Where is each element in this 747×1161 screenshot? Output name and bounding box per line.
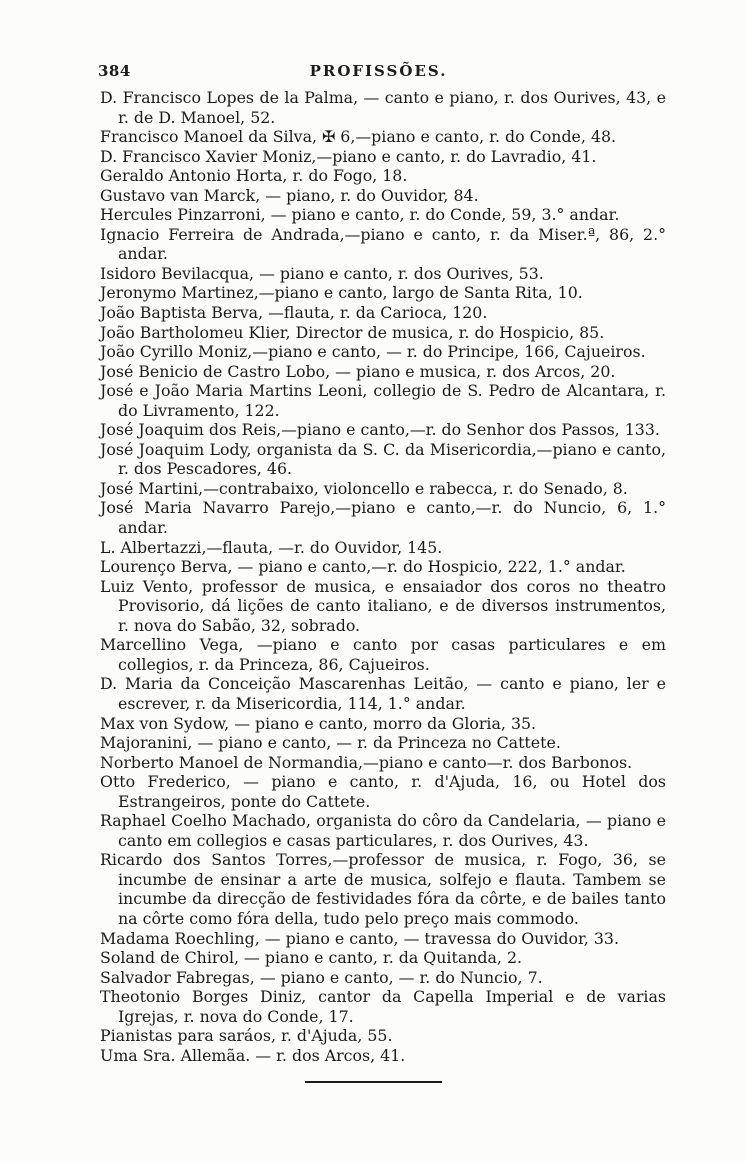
directory-entry: Soland de Chirol, — piano e canto, r. da Quitanda, 2. [100, 948, 523, 968]
directory-entry: Marcellino Vega, —piano e canto por casas particulares e em collegios, r. da Princeza, 86, Cajueiros. [100, 635, 666, 674]
directory-entry: D. Francisco Xavier Moniz,—piano e canto, r. do Lavradio, 41. [100, 146, 597, 166]
directory-entry: Max von Sydow, — piano e canto, morro da Gloria, 35. [100, 713, 537, 733]
directory-entry: José Joaquim Lody, organista da S. C. da Misericordia,—piano e canto, r. dos Pescadores, 46. [100, 439, 666, 479]
directory-entry: Gustavo van Marck, — piano, r. do Ouvidor, 84. [100, 185, 479, 205]
page-number: 384 [98, 62, 131, 80]
directory-entry: Norberto Manoel de Normandia,—piano e canto—r. dos Barbonos. [100, 752, 633, 772]
directory-entry: Uma Sra. Allemãa. — r. dos Arcos, 41. [100, 1045, 406, 1065]
running-title: PROFISSÕES. [309, 62, 448, 80]
directory-entry: Otto Frederico, — piano e canto, r. d'Ajuda, 16, ou Hotel dos Estrangeiros, ponte do Cattete. [100, 772, 666, 811]
directory-entry: José Benicio de Castro Lobo, — piano e musica, r. dos Arcos, 20. [100, 361, 616, 381]
directory-entry: Ignacio Ferreira de Andrada,—piano e canto, r. da Miser.ª, 86, 2.° andar. [100, 224, 666, 264]
directory-entry: Francisco Manoel da Silva, ✠ 6,—piano e canto, r. do Conde, 48. [100, 127, 617, 147]
directory-entry: Lourenço Berva, — piano e canto,—r. do Hospicio, 222, 1.° andar. [100, 557, 626, 577]
directory-entry: Salvador Fabregas, — piano e canto, — r. do Nuncio, 7. [100, 967, 543, 987]
directory-entry: João Cyrillo Moniz,—piano e canto, — r. do Principe, 166, Cajueiros. [100, 342, 646, 362]
directory-entry: Isidoro Bevilacqua, — piano e canto, r. dos Ourives, 53. [100, 263, 544, 283]
directory-entry: Ricardo dos Santos Torres,—professor de musica, r. Fogo, 36, se incumbe de ensinar a arte de musica, solfejo e flauta. Tambem se incumbe da direcção de festividades fóra da côrte, e de bailes tanto na côrte como fóra della, tudo pelo preço mais commodo. [100, 850, 666, 928]
directory-entry: L. Albertazzi,—flauta, —r. do Ouvidor, 145. [100, 537, 443, 557]
directory-entry: Jeronymo Martinez,—piano e canto, largo de Santa Rita, 10. [100, 283, 583, 303]
directory-entry: D. Francisco Lopes de la Palma, — canto e piano, r. dos Ourives, 43, e r. de D. Manoel, 52. [100, 88, 666, 127]
directory-entry: José e João Maria Martins Leoni, collegio de S. Pedro de Alcantara, r. do Livramento, 122. [100, 381, 666, 420]
directory-entry: José Joaquim dos Reis,—piano e canto,—r. do Senhor dos Passos, 133. [100, 420, 660, 440]
directory-entry: Theotonio Borges Diniz, cantor da Capella Imperial e de varias Igrejas, r. nova do Conde, 17. [100, 987, 666, 1026]
directory-entry: José Martini,—contrabaixo, violoncello e rabecca, r. do Senado, 8. [100, 478, 628, 498]
end-rule [305, 1081, 442, 1083]
directory-entry: Madama Roechling, — piano e canto, — travessa do Ouvidor, 33. [100, 928, 619, 948]
directory-entries [100, 88, 666, 1065]
directory-entry: Majoranini, — piano e canto, — r. da Princeza no Cattete. [100, 733, 561, 753]
directory-entry: João Bartholomeu Klier, Director de musica, r. do Hospicio, 85. [100, 322, 605, 342]
directory-entry: Pianistas para saráos, r. d'Ajuda, 55. [100, 1026, 393, 1046]
directory-entry: D. Maria da Conceição Mascarenhas Leitão, — canto e piano, ler e escrever, r. da Misericordia, 114, 1.° andar. [100, 674, 666, 713]
directory-entry: Geraldo Antonio Horta, r. do Fogo, 18. [100, 166, 408, 186]
directory-entry: Hercules Pinzarroni, — piano e canto, r. do Conde, 59, 3.° andar. [100, 205, 620, 225]
page-header [98, 62, 659, 86]
directory-entry: João Baptista Berva, —flauta, r. da Carioca, 120. [100, 303, 488, 323]
directory-entry: Raphael Coelho Machado, organista do côro da Candelaria, — piano e canto em collegios e casas particulares, r. dos Ourives, 43. [100, 811, 666, 850]
directory-entry: Luiz Vento, professor de musica, e ensaiador dos coros no theatro Provisorio, dá lições de canto italiano, e de diversos instrumentos, r. nova do Sabão, 32, sobrado. [100, 576, 666, 635]
directory-entry: José Maria Navarro Parejo,—piano e canto,—r. do Nuncio, 6, 1.° andar. [100, 498, 666, 538]
